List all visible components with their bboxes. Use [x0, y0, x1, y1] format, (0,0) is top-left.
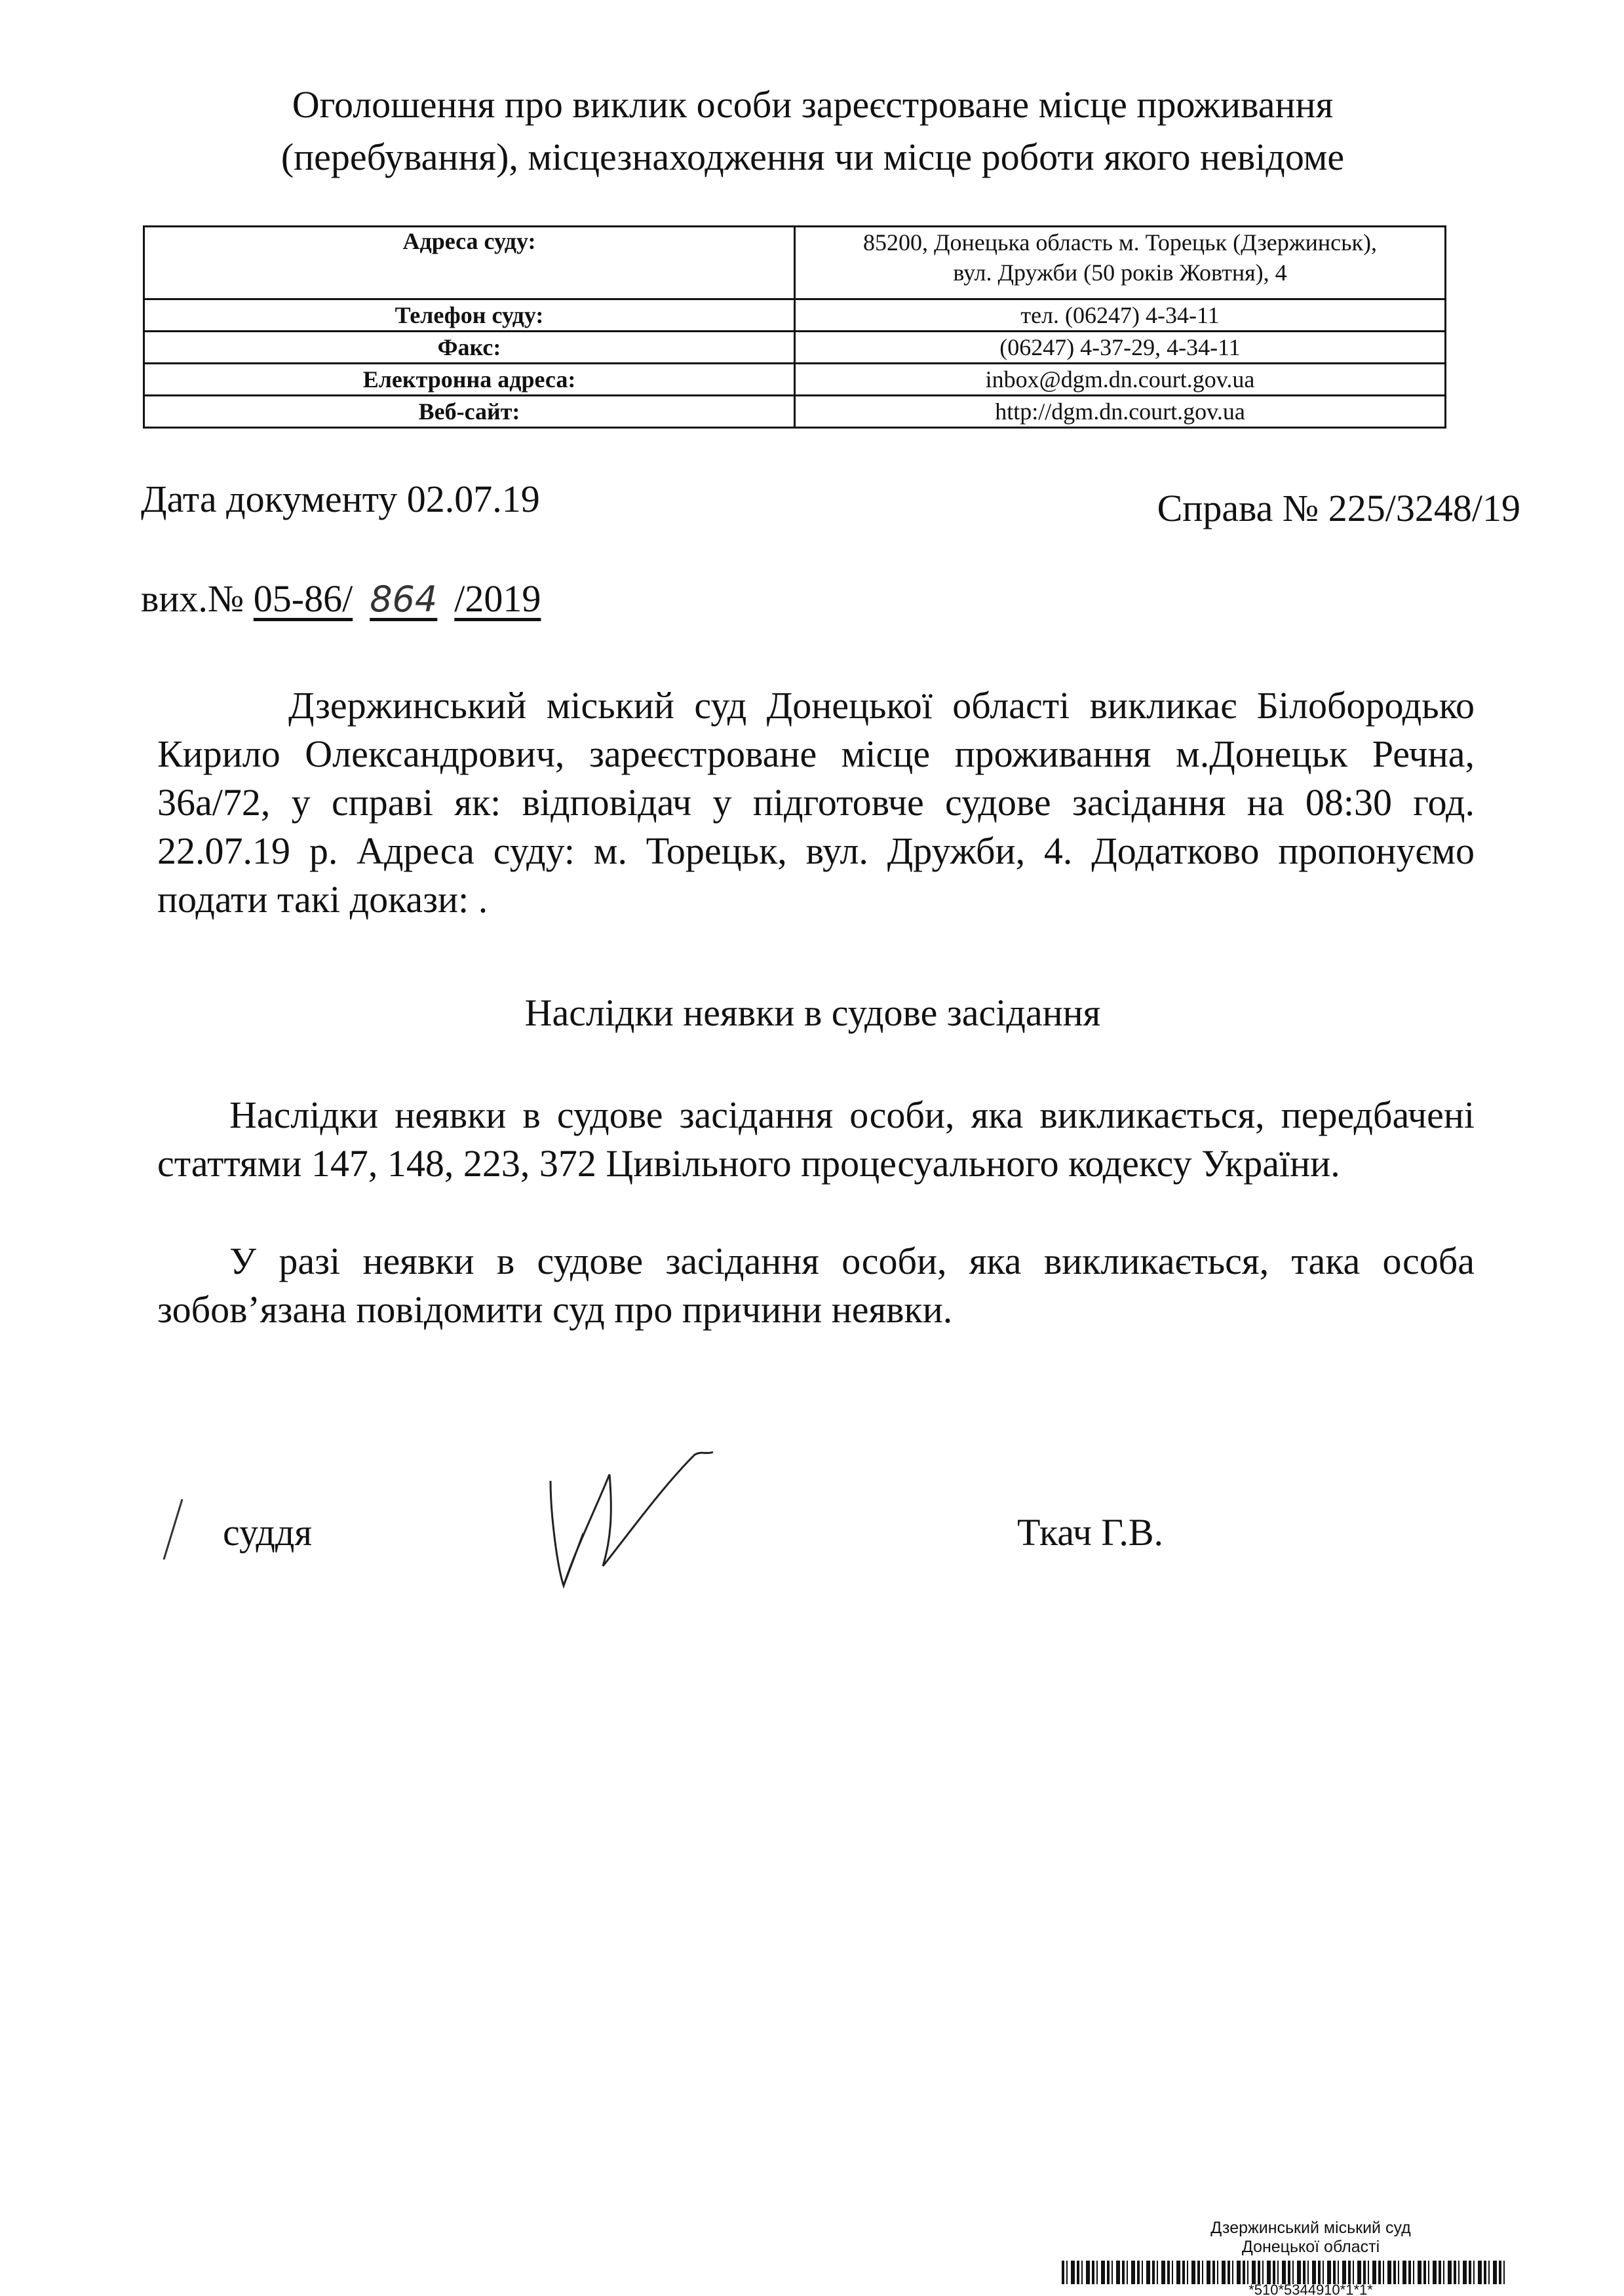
court-address-value	[795, 227, 1446, 299]
stamp-line-2: Донецької області	[1241, 2238, 1380, 2256]
table-row	[144, 332, 1446, 364]
document-date: Дата документу 02.07.19	[141, 478, 540, 520]
table-row	[144, 299, 1446, 332]
handwritten-mark	[157, 1494, 190, 1566]
signature-role: суддя	[223, 1511, 313, 1554]
table-row	[144, 364, 1446, 396]
barcode-text: *510*5344910*1*1*	[1248, 2284, 1373, 2296]
barcode	[1062, 2261, 1507, 2284]
title-line-1: Оголошення про виклик особи зареєстроване місце проживання	[292, 83, 1334, 126]
court-info-table	[143, 225, 1446, 429]
title-line-2: (перебування), місцезнаходження чи місце роботи якого невідоме	[280, 136, 1345, 178]
table-row	[144, 396, 1446, 428]
judge-name: Ткач Г.В.	[1017, 1511, 1164, 1554]
outgoing-number	[141, 577, 541, 621]
court-phone-value: тел. (06247) 4-34-11	[795, 299, 1446, 332]
court-email-label: Електронна адреса:	[144, 364, 795, 396]
document-title	[131, 79, 1494, 183]
court-website-label: Веб-сайт:	[144, 396, 795, 428]
stamp-line-1: Дзержинський міський суд	[1210, 2219, 1411, 2237]
outgoing-prefix: вих.№	[141, 577, 254, 620]
outgoing-handwritten-number: 864	[370, 579, 438, 620]
table-row	[144, 227, 1446, 299]
court-address-line-2: вул. Дружби (50 років Жовтня), 4	[953, 259, 1287, 286]
court-address-line-1: 85200, Донецька область м. Торецьк (Дзержинськ),	[862, 229, 1378, 256]
paragraph-notify: У разі неявки в судове засідання особи, яка викликається, така особа зобов’язана повідомити суд про причини неявки.	[157, 1240, 1475, 1331]
judge-signature	[537, 1435, 734, 1599]
court-fax-label: Факс:	[144, 332, 795, 364]
paragraph-summons: Дзержинський міський суд Донецької області викликає Білобородько Кирило Олександрович, зареєстроване місце проживання м.Донецьк Речна, 36а/72, у справі як: відповідач у підготовче судове засідання на 08:30 год. 22.07.19 р. Адреса суду: м. Торецьк, вул. Дружби, 4. Додатково пропонуємо подати такі докази: .	[157, 684, 1475, 921]
outgoing-number-end: /2019	[454, 577, 541, 620]
footer-stamp	[1167, 2219, 1455, 2257]
outgoing-number-start: 05-86/	[253, 577, 353, 620]
court-fax-value: (06247) 4-37-29, 4-34-11	[795, 332, 1446, 364]
court-website-value: http://dgm.dn.court.gov.ua	[795, 396, 1446, 428]
case-number: Справа № 225/3248/19	[1157, 487, 1520, 529]
outgoing-number-field	[254, 577, 541, 620]
paragraph-consequences: Наслідки неявки в судове засідання особи, яка викликається, передбачені статтями 147, 148, 223, 372 Цивільного процесуального кодексу України.	[157, 1094, 1475, 1185]
court-address-label: Адреса суду:	[144, 227, 795, 299]
court-email-value: inbox@dgm.dn.court.gov.ua	[795, 364, 1446, 396]
section-title: Наслідки неявки в судове засідання	[524, 991, 1101, 1034]
court-phone-label: Телефон суду:	[144, 299, 795, 332]
